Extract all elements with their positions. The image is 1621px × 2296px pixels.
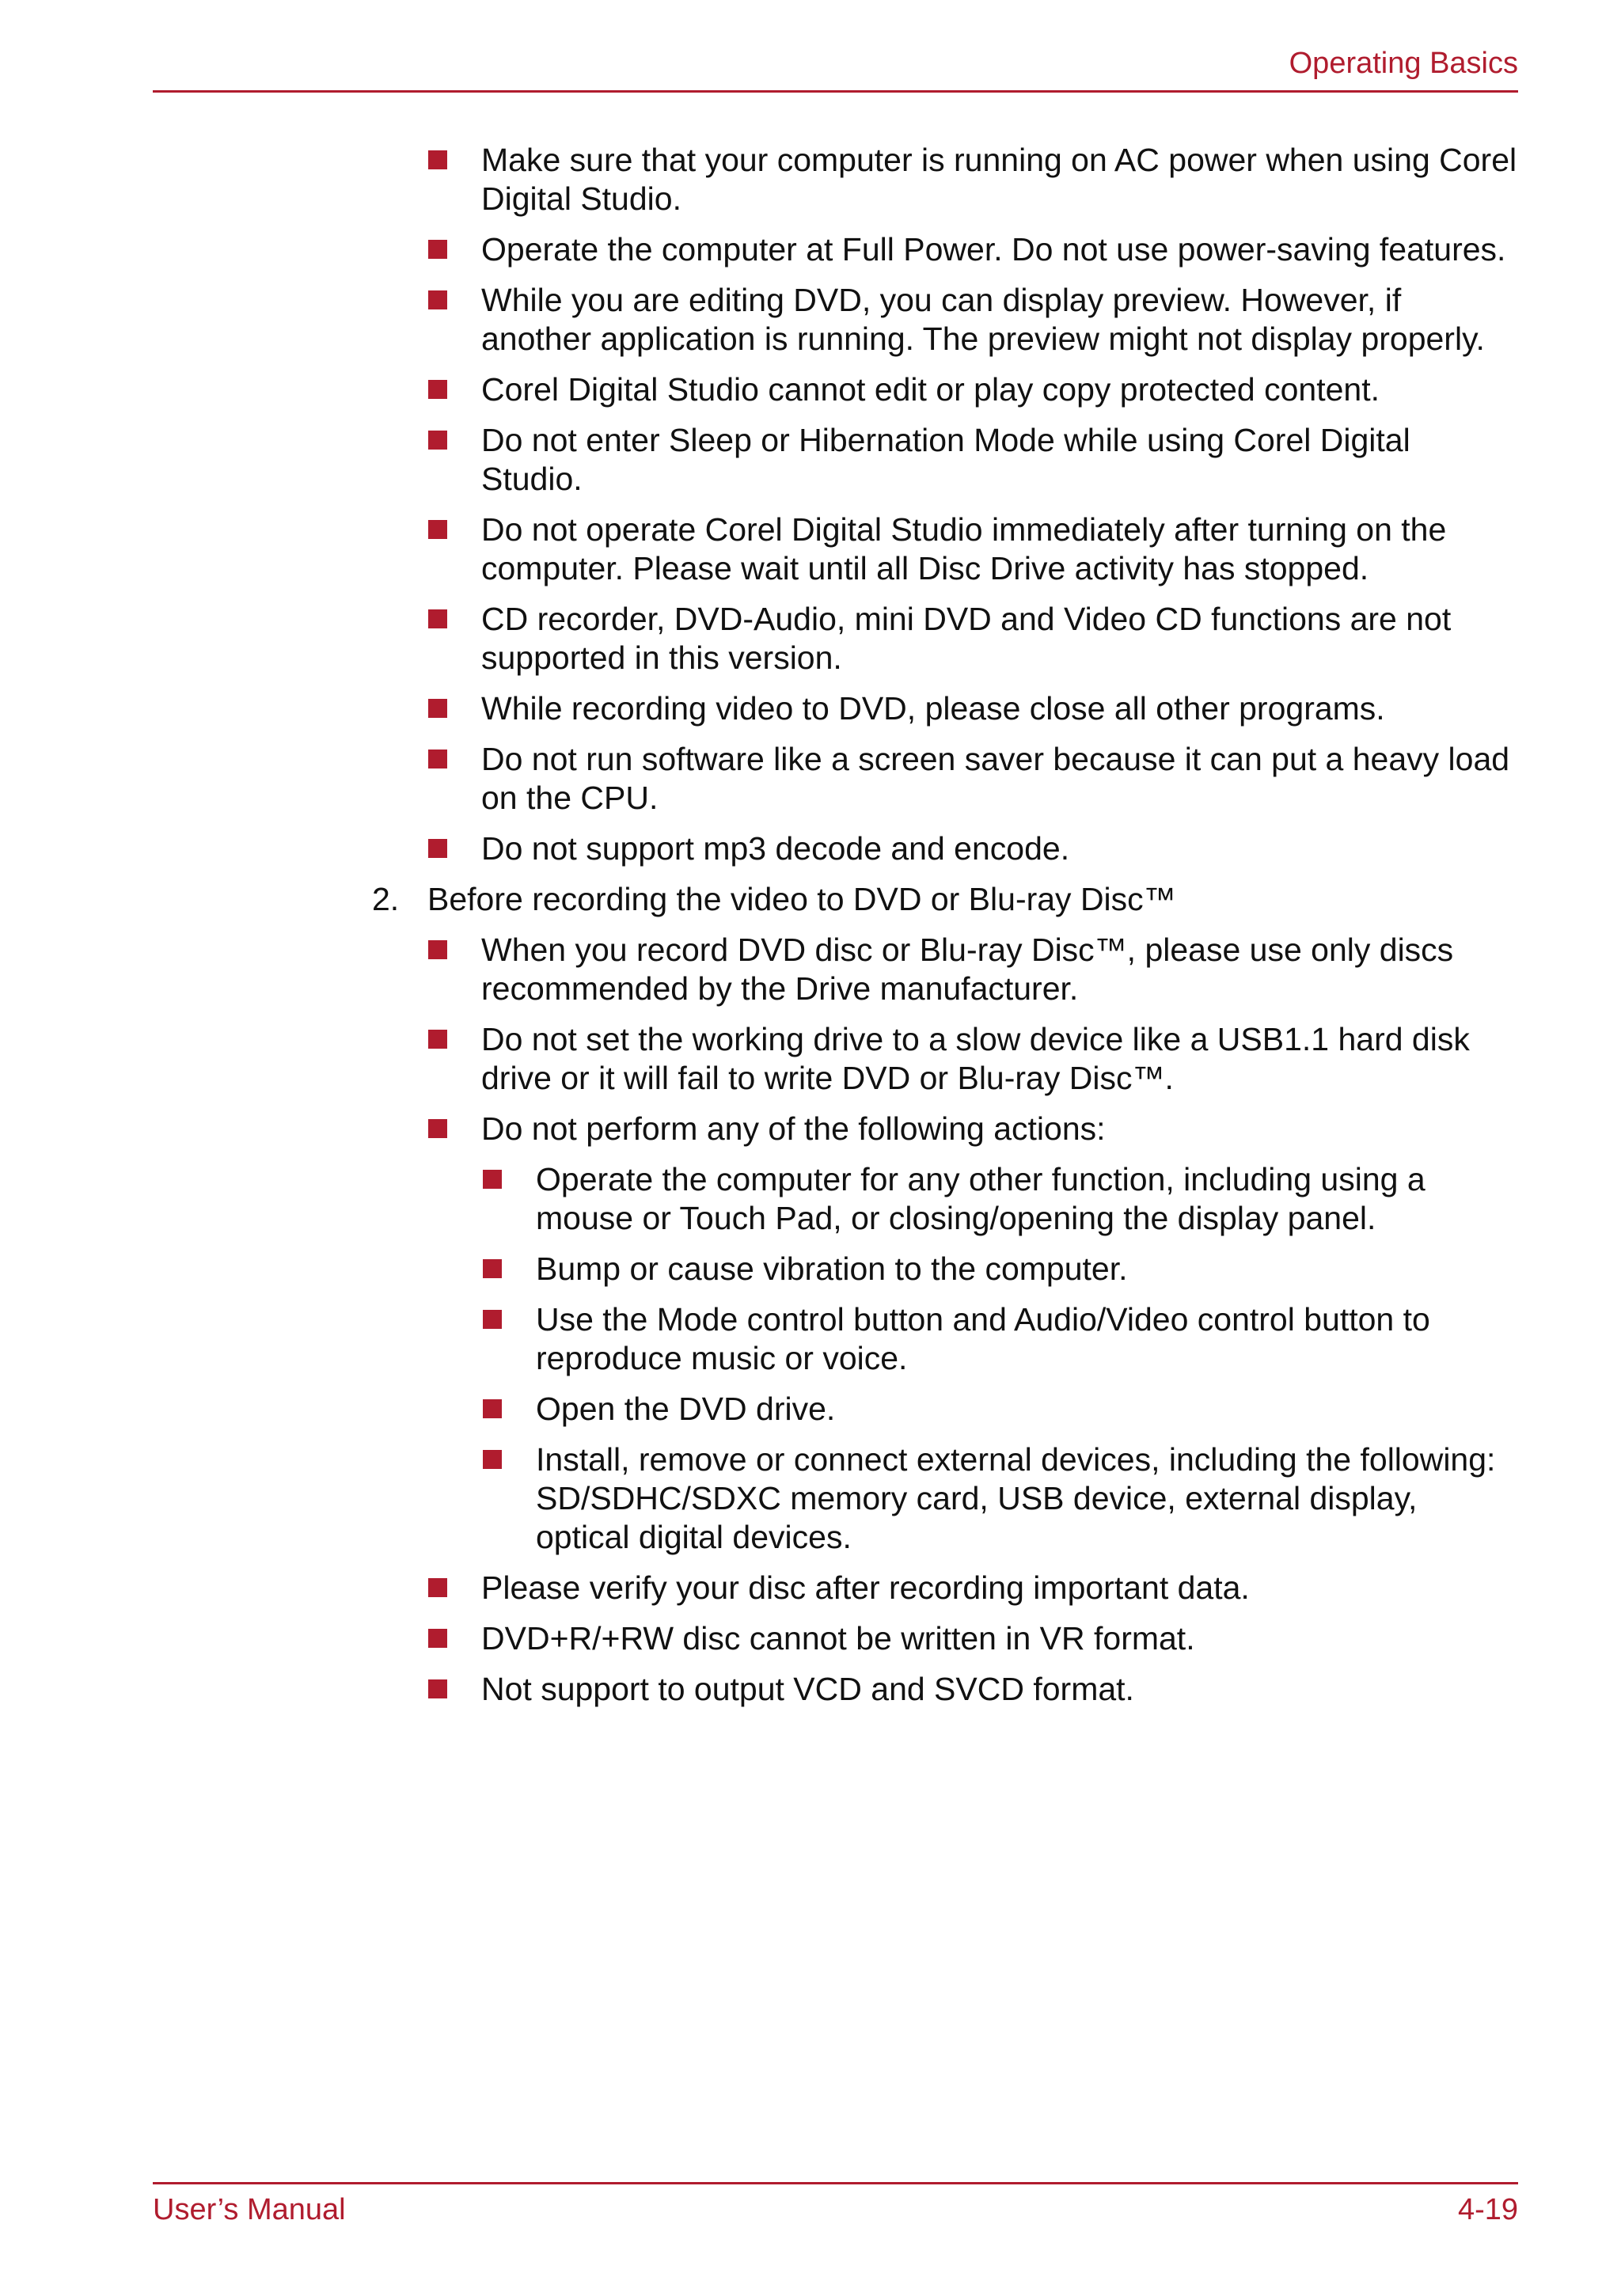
list-item-text: Do not operate Corel Digital Studio immediately after turning on the computer. Please wait until all Disc Drive activity has stopped. [481, 511, 1447, 586]
square-bullet-icon [428, 1578, 447, 1597]
list-item-text: Make sure that your computer is running on AC power when using Corel Digital Studio. [481, 142, 1517, 217]
square-bullet-icon [428, 150, 447, 169]
square-bullet-icon [428, 1629, 447, 1648]
list-item [0, 1569, 1518, 1607]
square-bullet-icon [428, 240, 447, 259]
sub-list-item-text: Bump or cause vibration to the computer. [536, 1250, 1128, 1287]
list-item-text: Do not set the working drive to a slow device like a USB1.1 hard disk drive or it will fail to write DVD or Blu-ray Disc™. [481, 1021, 1470, 1096]
list-item [0, 1020, 1518, 1098]
square-bullet-icon [483, 1259, 502, 1278]
sub-list-item [0, 1250, 1518, 1288]
list-item [0, 141, 1518, 218]
square-bullet-icon [428, 380, 447, 399]
list-item-text: Corel Digital Studio cannot edit or play copy protected content. [481, 371, 1380, 408]
list-item-text: CD recorder, DVD-Audio, mini DVD and Video CD functions are not supported in this version. [481, 601, 1452, 676]
page-body [0, 141, 1621, 1721]
square-bullet-icon [428, 290, 447, 309]
sub-list-item [0, 1160, 1518, 1238]
square-bullet-icon [428, 431, 447, 450]
list-item [0, 1670, 1518, 1709]
page-number: 4-19 [1457, 2193, 1518, 2226]
square-bullet-icon [428, 1119, 447, 1138]
list-item [0, 1110, 1518, 1148]
list-item-text: Do not perform any of the following actions: [481, 1110, 1106, 1147]
square-bullet-icon [428, 1030, 447, 1049]
square-bullet-icon [483, 1170, 502, 1189]
list-item-text: Operate the computer at Full Power. Do not use power-saving features. [481, 231, 1506, 268]
list-item [0, 510, 1518, 588]
square-bullet-icon [428, 699, 447, 718]
list-item-text: Do not support mp3 decode and encode. [481, 830, 1070, 867]
sub-list-item-text: Operate the computer for any other function, including using a mouse or Touch Pad, or closing/opening the display panel. [536, 1161, 1425, 1236]
list-item [0, 1619, 1518, 1658]
list-item [0, 421, 1518, 499]
sub-list-item-text: Install, remove or connect external devices, including the following: SD/SDHC/SDXC memory card, USB device, external display, optical digital devices. [536, 1441, 1496, 1555]
square-bullet-icon [428, 750, 447, 768]
list-item-text: When you record DVD disc or Blu-ray Disc™, please use only discs recommended by the Drive manufacturer. [481, 932, 1454, 1007]
list-item-text: DVD+R/+RW disc cannot be written in VR format. [481, 1620, 1195, 1657]
square-bullet-icon [428, 609, 447, 628]
step-number: 2. [372, 881, 400, 917]
square-bullet-icon [483, 1310, 502, 1329]
square-bullet-icon [428, 1679, 447, 1698]
footer-divider [153, 2182, 1518, 2184]
sub-list-item [0, 1440, 1518, 1557]
sub-list-item-text: Use the Mode control button and Audio/Video control button to reproduce music or voice. [536, 1301, 1430, 1376]
list-item [0, 281, 1518, 359]
list-item-text: Do not enter Sleep or Hibernation Mode while using Corel Digital Studio. [481, 422, 1410, 497]
list-item [0, 740, 1518, 818]
sub-list-item [0, 1300, 1518, 1378]
footer-manual-label: User’s Manual [153, 2193, 346, 2226]
list-item-text: While recording video to DVD, please close all other programs. [481, 690, 1385, 727]
header-divider [153, 90, 1518, 93]
square-bullet-icon [428, 839, 447, 858]
header-section-title: Operating Basics [1289, 47, 1518, 80]
list-item-text: Do not run software like a screen saver because it can put a heavy load on the CPU. [481, 741, 1510, 816]
list-item [0, 600, 1518, 677]
square-bullet-icon [483, 1399, 502, 1418]
list-item [0, 230, 1518, 269]
sub-list-item [0, 1390, 1518, 1429]
numbered-step [0, 880, 1518, 919]
step-text: Before recording the video to DVD or Blu-ray Disc™ [427, 881, 1176, 917]
list-item-text: Please verify your disc after recording important data. [481, 1569, 1250, 1606]
list-item [0, 829, 1518, 868]
list-item [0, 689, 1518, 728]
sub-list-item-text: Open the DVD drive. [536, 1391, 836, 1427]
list-item [0, 931, 1518, 1008]
list-item [0, 370, 1518, 409]
square-bullet-icon [483, 1450, 502, 1469]
square-bullet-icon [428, 520, 447, 539]
list-item-text: While you are editing DVD, you can display preview. However, if another application is running. The preview might not display properly. [481, 282, 1485, 357]
square-bullet-icon [428, 940, 447, 959]
list-item-text: Not support to output VCD and SVCD format. [481, 1671, 1134, 1707]
